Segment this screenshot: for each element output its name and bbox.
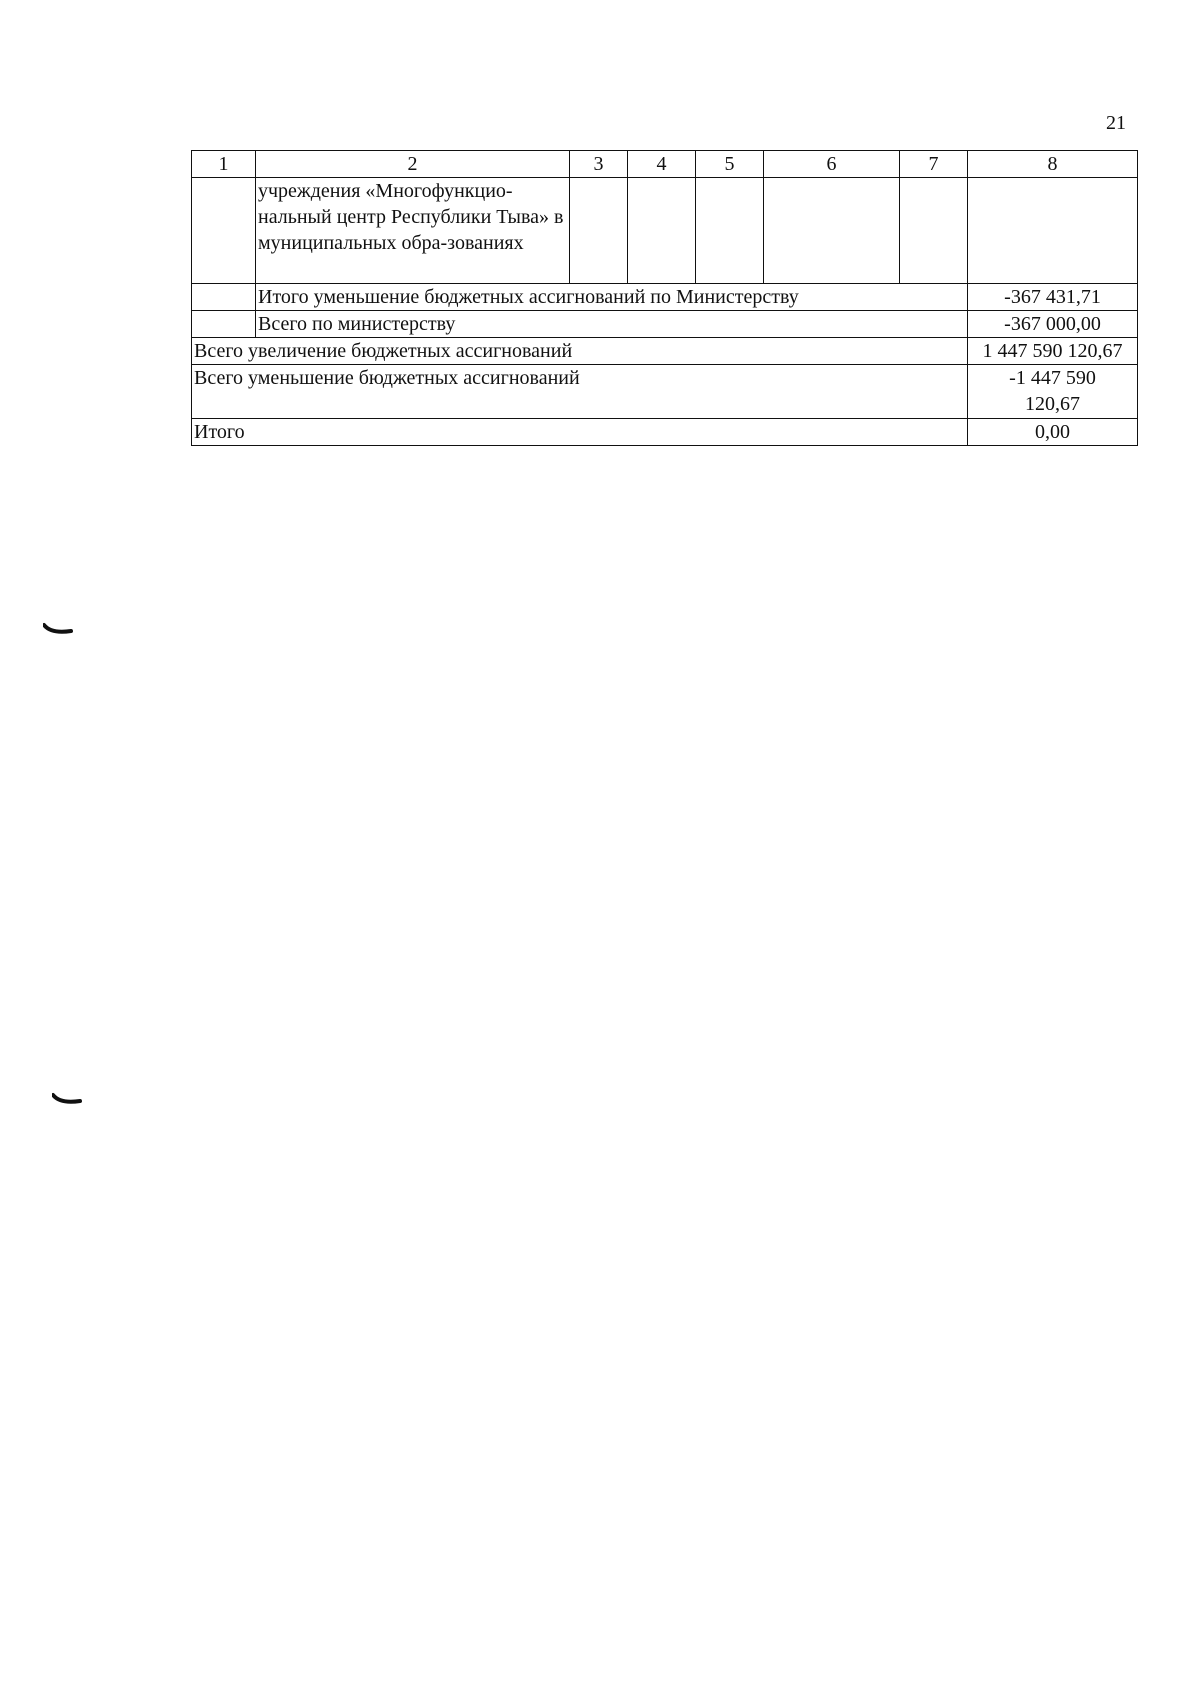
total-decrease-label: Всего уменьшение бюджетных ассигнований	[192, 365, 968, 419]
grand-total-value: 0,00	[968, 419, 1138, 446]
header-cell: 3	[570, 151, 628, 178]
table-header-row	[192, 151, 1138, 178]
scan-mark	[52, 1092, 82, 1106]
ministry-total-value: -367 000,00	[968, 311, 1138, 338]
header-cell: 1	[192, 151, 256, 178]
budget-table	[191, 150, 1138, 446]
table-cell-empty	[696, 178, 764, 284]
table-row	[192, 338, 1138, 365]
total-decrease-value: -1 447 590 120,67	[968, 365, 1138, 419]
table-row	[192, 178, 1138, 284]
table-cell-empty	[628, 178, 696, 284]
table-cell-empty	[900, 178, 968, 284]
table-cell-empty	[968, 178, 1138, 284]
header-cell: 6	[764, 151, 900, 178]
table-cell-empty	[570, 178, 628, 284]
header-cell: 2	[256, 151, 570, 178]
table-row	[192, 419, 1138, 446]
ministry-decrease-value: -367 431,71	[968, 284, 1138, 311]
total-increase-label: Всего увеличение бюджетных ассигнований	[192, 338, 968, 365]
ministry-total-label: Всего по министерству	[256, 311, 968, 338]
table-row	[192, 311, 1138, 338]
table-cell-empty	[192, 311, 256, 338]
header-cell: 7	[900, 151, 968, 178]
table-cell-empty	[192, 178, 256, 284]
header-cell: 4	[628, 151, 696, 178]
grand-total-label: Итого	[192, 419, 968, 446]
ministry-decrease-label: Итого уменьшение бюджетных ассигнований по Министерству	[256, 284, 968, 311]
table-cell-empty	[764, 178, 900, 284]
institution-description: учреждения «Многофункцио-нальный центр Республики Тыва» в муниципальных обра-зованиях	[256, 178, 570, 284]
total-increase-value: 1 447 590 120,67	[968, 338, 1138, 365]
header-cell: 5	[696, 151, 764, 178]
header-cell: 8	[968, 151, 1138, 178]
table-row	[192, 284, 1138, 311]
table-cell-empty	[192, 284, 256, 311]
page-number: 21	[1106, 112, 1126, 134]
scan-mark	[43, 622, 73, 636]
table-row	[192, 365, 1138, 419]
